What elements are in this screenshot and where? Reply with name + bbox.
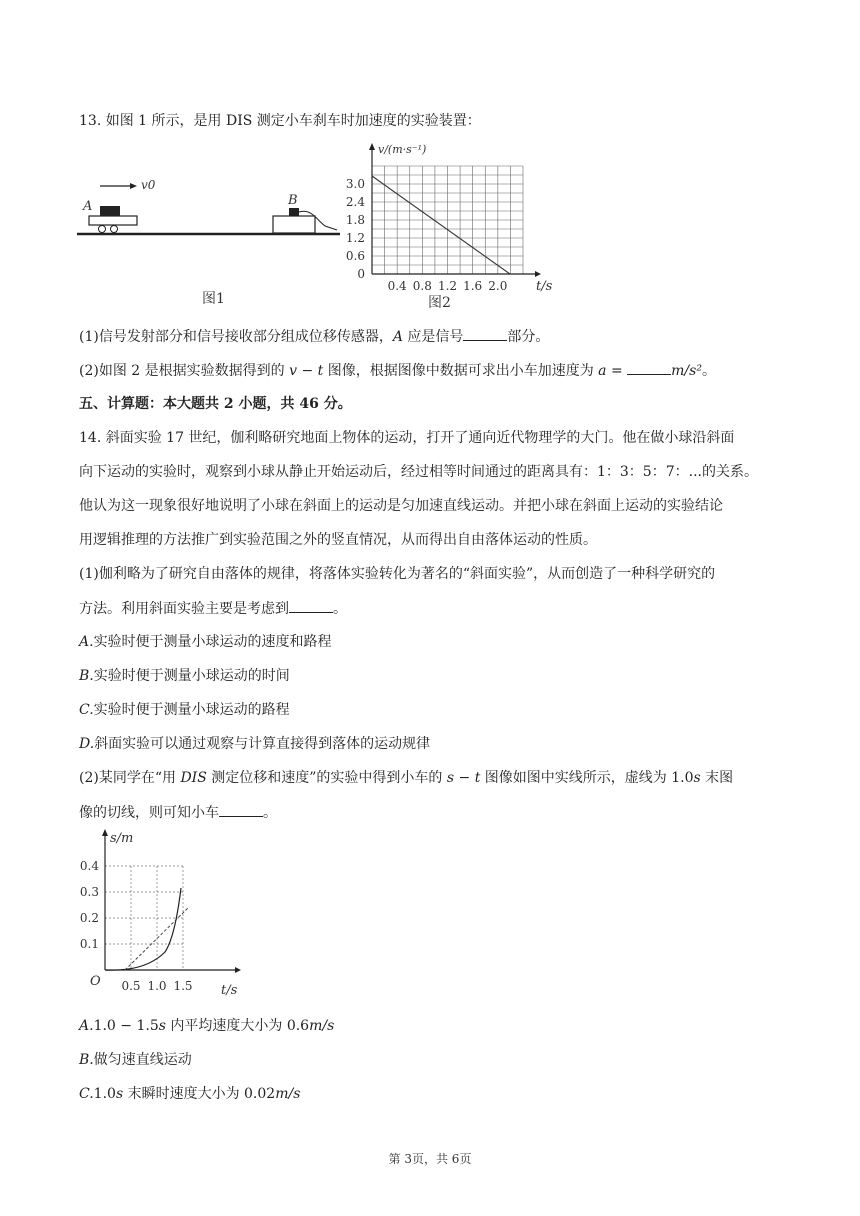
q13-var-A: A xyxy=(392,329,403,345)
cart-block-A xyxy=(100,206,120,216)
q13-part-2-end: 。 xyxy=(701,363,716,379)
q13-unit: m/s² xyxy=(671,363,702,379)
q13-part-2 xyxy=(79,360,716,381)
y-tick-label: 0 xyxy=(357,267,365,281)
figure-2-x-label: t/s xyxy=(536,279,553,294)
v0-arrowhead xyxy=(130,183,137,189)
y-tick-label: 0.3 xyxy=(79,885,99,899)
answer-blank[interactable] xyxy=(289,598,333,613)
q13-part-1-end: 部分。 xyxy=(507,329,550,345)
figure-2-y-arrow xyxy=(369,143,375,150)
figure-2-x-arrow xyxy=(535,271,541,277)
q14-paragraph-line: 向下运动的实验时，观察到小球从静止开始运动后，经过相等时间通过的距离具有：1：3：5：7：...的关系。 xyxy=(79,464,758,480)
y-tick-label: 0.1 xyxy=(79,937,99,951)
y-tick-label: 2.4 xyxy=(345,195,365,209)
q14-option-D[interactable] xyxy=(79,734,430,754)
figure-2-y-label: v/(m·s⁻¹) xyxy=(378,143,427,156)
option-text: 做匀速直线运动 xyxy=(93,1052,192,1068)
q14-option-B[interactable] xyxy=(79,666,290,686)
q14-paragraph-line: 他认为这一现象很好地说明了小球在斜面上的运动是匀加速直线运动。并把小球在斜面上运动的实验结论 xyxy=(79,498,723,514)
q14-sub1-end: 。 xyxy=(333,601,347,617)
st-origin: O xyxy=(90,974,101,989)
label-B: B xyxy=(288,193,298,208)
q14-option-A[interactable] xyxy=(79,632,332,652)
option-text: 1.0 − 1.5 xyxy=(93,1018,159,1034)
q13-stem: 13. 如图 1 所示，是用 DIS 测定小车刹车时加速度的实验装置： xyxy=(79,113,481,129)
q14-sub2-option-B[interactable] xyxy=(79,1050,192,1070)
option-text: 斜面实验可以通过观察与计算直接得到落体的运动规律 xyxy=(94,736,431,752)
option-text: 1.0 xyxy=(93,1086,116,1102)
q14-sub2-line xyxy=(79,768,733,788)
answer-blank[interactable] xyxy=(219,802,263,817)
option-text: 实验时便于测量小球运动的时间 xyxy=(93,668,290,684)
option-text: 实验时便于测量小球运动的路程 xyxy=(93,702,290,718)
x-tick-label: 0.5 xyxy=(121,979,141,993)
answer-blank[interactable] xyxy=(627,360,671,375)
cart-wheel xyxy=(111,226,118,233)
x-tick-label: 0.4 xyxy=(387,279,407,293)
q14-paragraph-line: 14. 斜面实验 17 世纪，伽利略研究地面上物体的运动，打开了通向近代物理学的大门。他在做小球沿斜面 xyxy=(79,430,735,446)
option-letter: A. xyxy=(79,634,94,650)
q13-vt-expr: v − t xyxy=(289,363,324,379)
y-tick-label: 0.2 xyxy=(79,911,99,925)
q13-part-2-text: (2)如图 2 是根据实验数据得到的 xyxy=(79,363,290,379)
section-5-heading: 五、计算题：本大题共 2 小题，共 46 分。 xyxy=(79,396,352,412)
option-letter: C. xyxy=(79,1086,94,1102)
option-unit-s: s xyxy=(158,1018,166,1034)
figure-2-grid xyxy=(372,166,523,274)
q13-part-1 xyxy=(79,326,549,347)
v0-label: v0 xyxy=(141,178,156,192)
answer-blank[interactable] xyxy=(463,326,507,341)
q14-option-C[interactable] xyxy=(79,700,290,720)
x-tick-label: 1.5 xyxy=(173,979,193,993)
q14-unit-s: s xyxy=(693,770,701,786)
figure-1-apparatus xyxy=(75,168,340,313)
page-footer: 第 3页，共 6页 xyxy=(388,1152,472,1166)
q13-part-1-text-2: 应是信号 xyxy=(402,329,464,345)
figure-st-graph xyxy=(70,822,255,1002)
option-unit: m/s xyxy=(275,1086,301,1102)
option-letter: B. xyxy=(79,1052,94,1068)
option-letter: B. xyxy=(79,668,94,684)
q14-sub2-text-4: 末图 xyxy=(700,770,734,786)
option-unit: m/s xyxy=(309,1018,335,1034)
receiver-block-B xyxy=(289,208,299,216)
q14-sub2-text: (2)某同学在“用 xyxy=(79,770,181,786)
q14-sub2-text-5: 像的切线，则可知小车 xyxy=(79,805,219,821)
q14-sub1-line-2 xyxy=(79,598,347,619)
y-tick-label: 1.2 xyxy=(345,231,365,245)
x-tick-label: 1.6 xyxy=(463,279,483,293)
st-x-label: t/s xyxy=(221,983,238,998)
q13-a-eq: a = xyxy=(598,363,623,379)
q14-dis: DIS xyxy=(180,770,207,786)
q14-sub2-end: 。 xyxy=(263,805,277,821)
cart-A xyxy=(89,216,137,225)
figure-2-vt-graph xyxy=(340,140,560,315)
st-x-arrow xyxy=(235,967,241,973)
st-y-arrow xyxy=(102,829,108,836)
st-curve xyxy=(105,888,181,970)
cart-wheel xyxy=(99,226,106,233)
option-unit-s: s xyxy=(115,1086,124,1102)
option-letter: C. xyxy=(79,702,94,718)
q14-sub2-text-2: 测定位移和速度”的实验中得到小车的 xyxy=(206,770,447,786)
option-text: 实验时便于测量小球运动的速度和路程 xyxy=(93,634,332,650)
option-text-2: 内平均速度大小为 0.6 xyxy=(165,1018,310,1034)
q14-sub2-line-2 xyxy=(79,802,277,823)
q13-part-1-text: (1)信号发射部分和信号接收部分组成位移传感器， xyxy=(79,329,393,345)
option-letter: D. xyxy=(79,736,95,752)
y-tick-label: 3.0 xyxy=(345,177,365,191)
y-tick-label: 0.4 xyxy=(79,859,99,873)
label-A: A xyxy=(83,199,93,214)
st-y-label: s/m xyxy=(110,831,134,846)
q14-sub1-text: 方法。利用斜面实验主要是考虑到 xyxy=(79,601,289,617)
figure-st-grid xyxy=(105,866,185,970)
y-tick-label: 1.8 xyxy=(345,213,365,227)
q13-part-2-text-2: 图像，根据图像中数据可求出小车加速度为 xyxy=(323,363,599,379)
q14-sub2-option-A[interactable] xyxy=(79,1016,334,1036)
y-tick-label: 0.6 xyxy=(345,249,365,263)
figure-2-caption: 图2 xyxy=(428,295,451,311)
q14-paragraph-line: 用逻辑推理的方法推广到实验范围之外的竖直情况，从而得出自由落体运动的性质。 xyxy=(79,532,597,548)
q14-st-expr: s − t xyxy=(446,770,481,786)
receiver-B xyxy=(273,216,315,233)
figure-1-caption: 图1 xyxy=(202,291,225,307)
x-tick-label: 0.8 xyxy=(412,279,432,293)
x-tick-label: 1.2 xyxy=(437,279,458,293)
q14-sub2-text-3: 图像如图中实线所示，虚线为 1.0 xyxy=(480,770,694,786)
q14-sub1-line: (1)伽利略为了研究自由落体的规律，将落体实验转化为著名的“斜面实验”，从而创造了一种科学研究的 xyxy=(79,566,716,582)
q14-sub2-option-C[interactable] xyxy=(79,1084,300,1104)
figure-2-velocity-line xyxy=(372,176,510,274)
option-text-2: 末瞬时速度大小为 0.02 xyxy=(123,1086,276,1102)
option-letter: A. xyxy=(79,1018,94,1034)
x-tick-label: 2.0 xyxy=(488,279,508,293)
x-tick-label: 1.0 xyxy=(147,979,167,993)
st-tangent-dashed xyxy=(125,908,188,970)
